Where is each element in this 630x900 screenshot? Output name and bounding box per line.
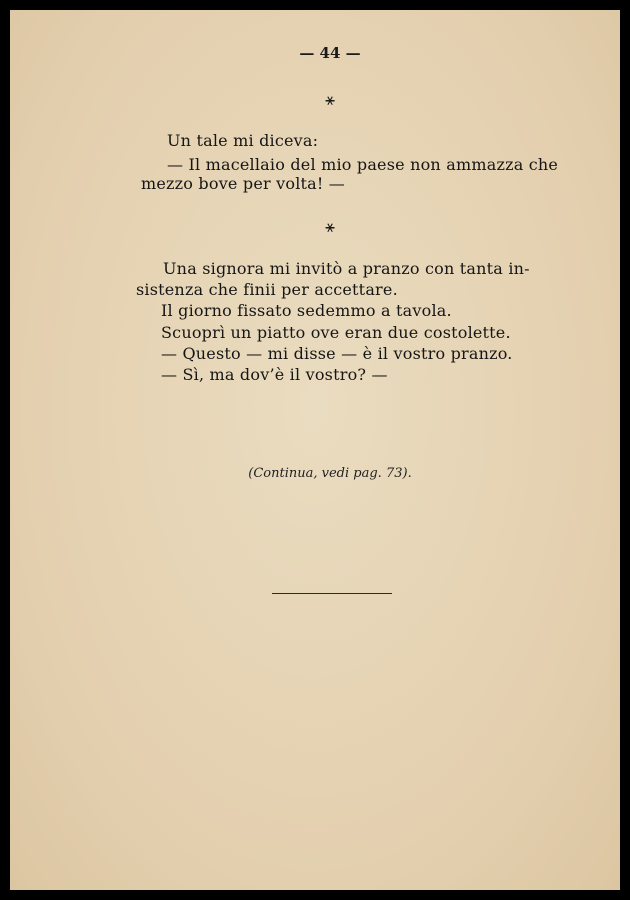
text-line: sistenza che finii per accettare. [136, 280, 398, 299]
text-line: mezzo bove per volta! — [141, 174, 346, 193]
text-line: Un tale mi diceva: [167, 131, 319, 150]
end-rule [272, 593, 392, 594]
text-line: — Il macellaio del mio paese non ammazza che [167, 155, 559, 174]
text-line: Il giorno fissato sedemmo a tavola. [161, 301, 452, 320]
text-line: — Questo — mi disse — è il vostro pranzo. [161, 344, 513, 363]
page-number: — 44 — [299, 44, 361, 62]
text-line: Una signora mi invitò a pranzo con tanta in- [163, 259, 530, 278]
continuation-note: (Continua, vedi pag. 73). [248, 466, 412, 481]
separator-asterism-2: ⚹ [325, 217, 335, 236]
book-page [10, 10, 620, 890]
text-line: Scuoprì un piatto ove eran due costolette. [161, 323, 511, 342]
separator-asterism-1: ⚹ [325, 90, 335, 109]
text-line: — Sì, ma dov’è il vostro? — [161, 365, 388, 384]
